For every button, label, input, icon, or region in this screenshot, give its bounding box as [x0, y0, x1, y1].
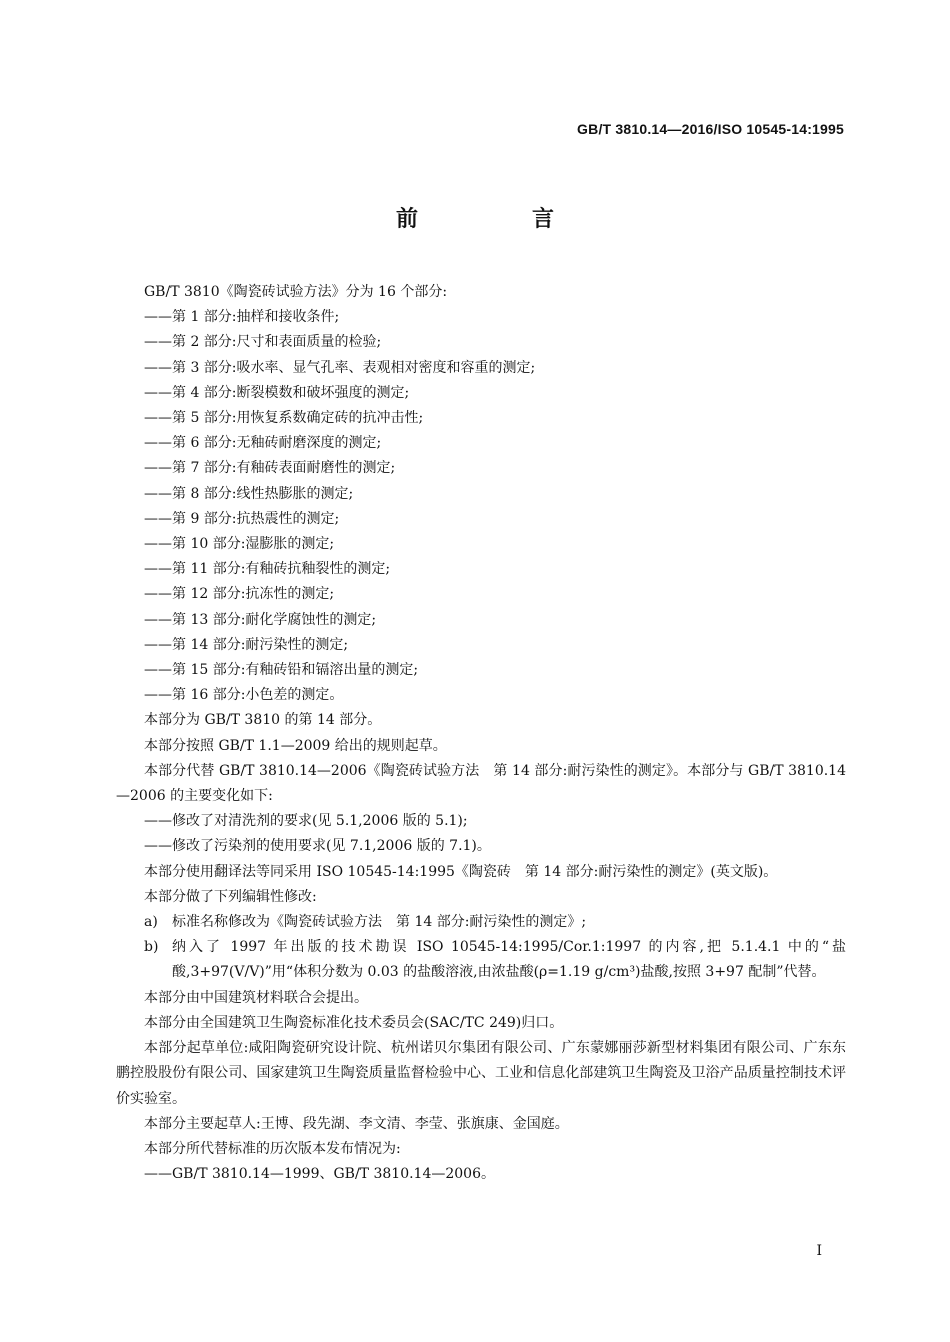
committee-statement: 本部分由全国建筑卫生陶瓷标准化技术委员会(SAC/TC 249)归口。 — [144, 1014, 564, 1031]
drafting-rules-statement: 本部分按照 GB/T 1.1—2009 给出的规则起草。 — [144, 737, 447, 754]
list-item: ——第 3 部分:吸水率、显气孔率、表观相对密度和容重的测定; — [144, 359, 536, 376]
adoption-statement: 本部分使用翻译法等同采用 ISO 10545-14:1995《陶瓷砖 第 14 部分:耐污染性的测定》(英文版)。 — [144, 863, 778, 880]
page-number: I — [816, 1243, 822, 1259]
list-item: ——第 6 部分:无釉砖耐磨深度的测定; — [144, 435, 382, 452]
list-item: ——第 1 部分:抽样和接收条件; — [144, 309, 340, 326]
drafters-statement: 本部分主要起草人:王博、段先湖、李文清、李莹、张旗康、金国庭。 — [144, 1115, 569, 1132]
list-item: ——第 16 部分:小色差的测定。 — [144, 687, 344, 704]
replacement-statement: 本部分代替 GB/T 3810.14—2006《陶瓷砖试验方法 第 14 部分:耐污染性的测定》。本部分与 GB/T 3810.14—2006 的主要变化如下: — [116, 762, 846, 805]
item-label: a) — [144, 914, 158, 931]
drafting-units-statement: 本部分起草单位:咸阳陶瓷研究设计院、杭州诺贝尔集团有限公司、广东蒙娜丽莎新型材料集团有限公司、广东东鹏控股股份有限公司、国家建筑卫生陶瓷质量监督检验中心、工业和信息化部建筑卫生陶瓷及卫浴产品质量控制技术评价实验室。 — [116, 1040, 846, 1107]
standard-number-header: GB/T 3810.14—2016/ISO 10545-14:1995 — [577, 121, 844, 137]
item-label: b) — [144, 939, 159, 956]
intro-paragraph: GB/T 3810《陶瓷砖试验方法》分为 16 个部分: — [144, 284, 448, 300]
list-item: ——第 5 部分:用恢复系数确定砖的抗冲击性; — [144, 410, 424, 427]
history-intro: 本部分所代替标准的历次版本发布情况为: — [144, 1140, 401, 1157]
list-item: ——第 12 部分:抗冻性的测定; — [144, 586, 335, 603]
foreword-body — [116, 280, 846, 1187]
list-item: ——第 2 部分:尺寸和表面质量的检验; — [144, 334, 382, 351]
editorial-item — [116, 910, 846, 935]
change-item: ——修改了污染剂的使用要求(见 7.1,2006 版的 7.1)。 — [144, 838, 491, 855]
list-item: ——第 9 部分:抗热震性的测定; — [144, 510, 340, 527]
history-item: ——GB/T 3810.14—1999、GB/T 3810.14—2006。 — [144, 1166, 495, 1183]
list-item: ——第 4 部分:断裂模数和破坏强度的测定; — [144, 384, 410, 401]
item-text: 纳入了 1997 年出版的技术勘误 ISO 10545-14:1995/Cor.1:1997 的内容,把 5.1.4.1 中的“盐酸,3+97(V/V)”用“体积分数为 0.03 的盐酸溶液,由浓盐酸(ρ=1.19 g/cm³)盐酸,按照 3+97 配制”代替。 — [172, 939, 846, 981]
list-item: ——第 11 部分:有釉砖抗釉裂性的测定; — [144, 561, 391, 578]
list-item: ——第 10 部分:湿膨胀的测定; — [144, 536, 335, 553]
list-item: ——第 7 部分:有釉砖表面耐磨性的测定; — [144, 460, 396, 477]
list-item: ——第 13 部分:耐化学腐蚀性的测定; — [144, 611, 377, 628]
list-item: ——第 14 部分:耐污染性的测定; — [144, 636, 349, 653]
list-item: ——第 15 部分:有釉砖铅和镉溶出量的测定; — [144, 662, 419, 679]
part-statement: 本部分为 GB/T 3810 的第 14 部分。 — [144, 712, 382, 729]
page-title: 前 言 — [395, 207, 600, 232]
list-item: ——第 8 部分:线性热膨胀的测定; — [144, 485, 354, 502]
change-item: ——修改了对清洗剂的要求(见 5.1,2006 版的 5.1); — [144, 813, 468, 830]
proposer-statement: 本部分由中国建筑材料联合会提出。 — [144, 989, 368, 1006]
editorial-changes-intro: 本部分做了下列编辑性修改: — [144, 888, 317, 905]
parts-list — [116, 305, 846, 708]
editorial-item — [116, 935, 846, 985]
item-text: 标准名称修改为《陶瓷砖试验方法 第 14 部分:耐污染性的测定》; — [172, 914, 587, 931]
